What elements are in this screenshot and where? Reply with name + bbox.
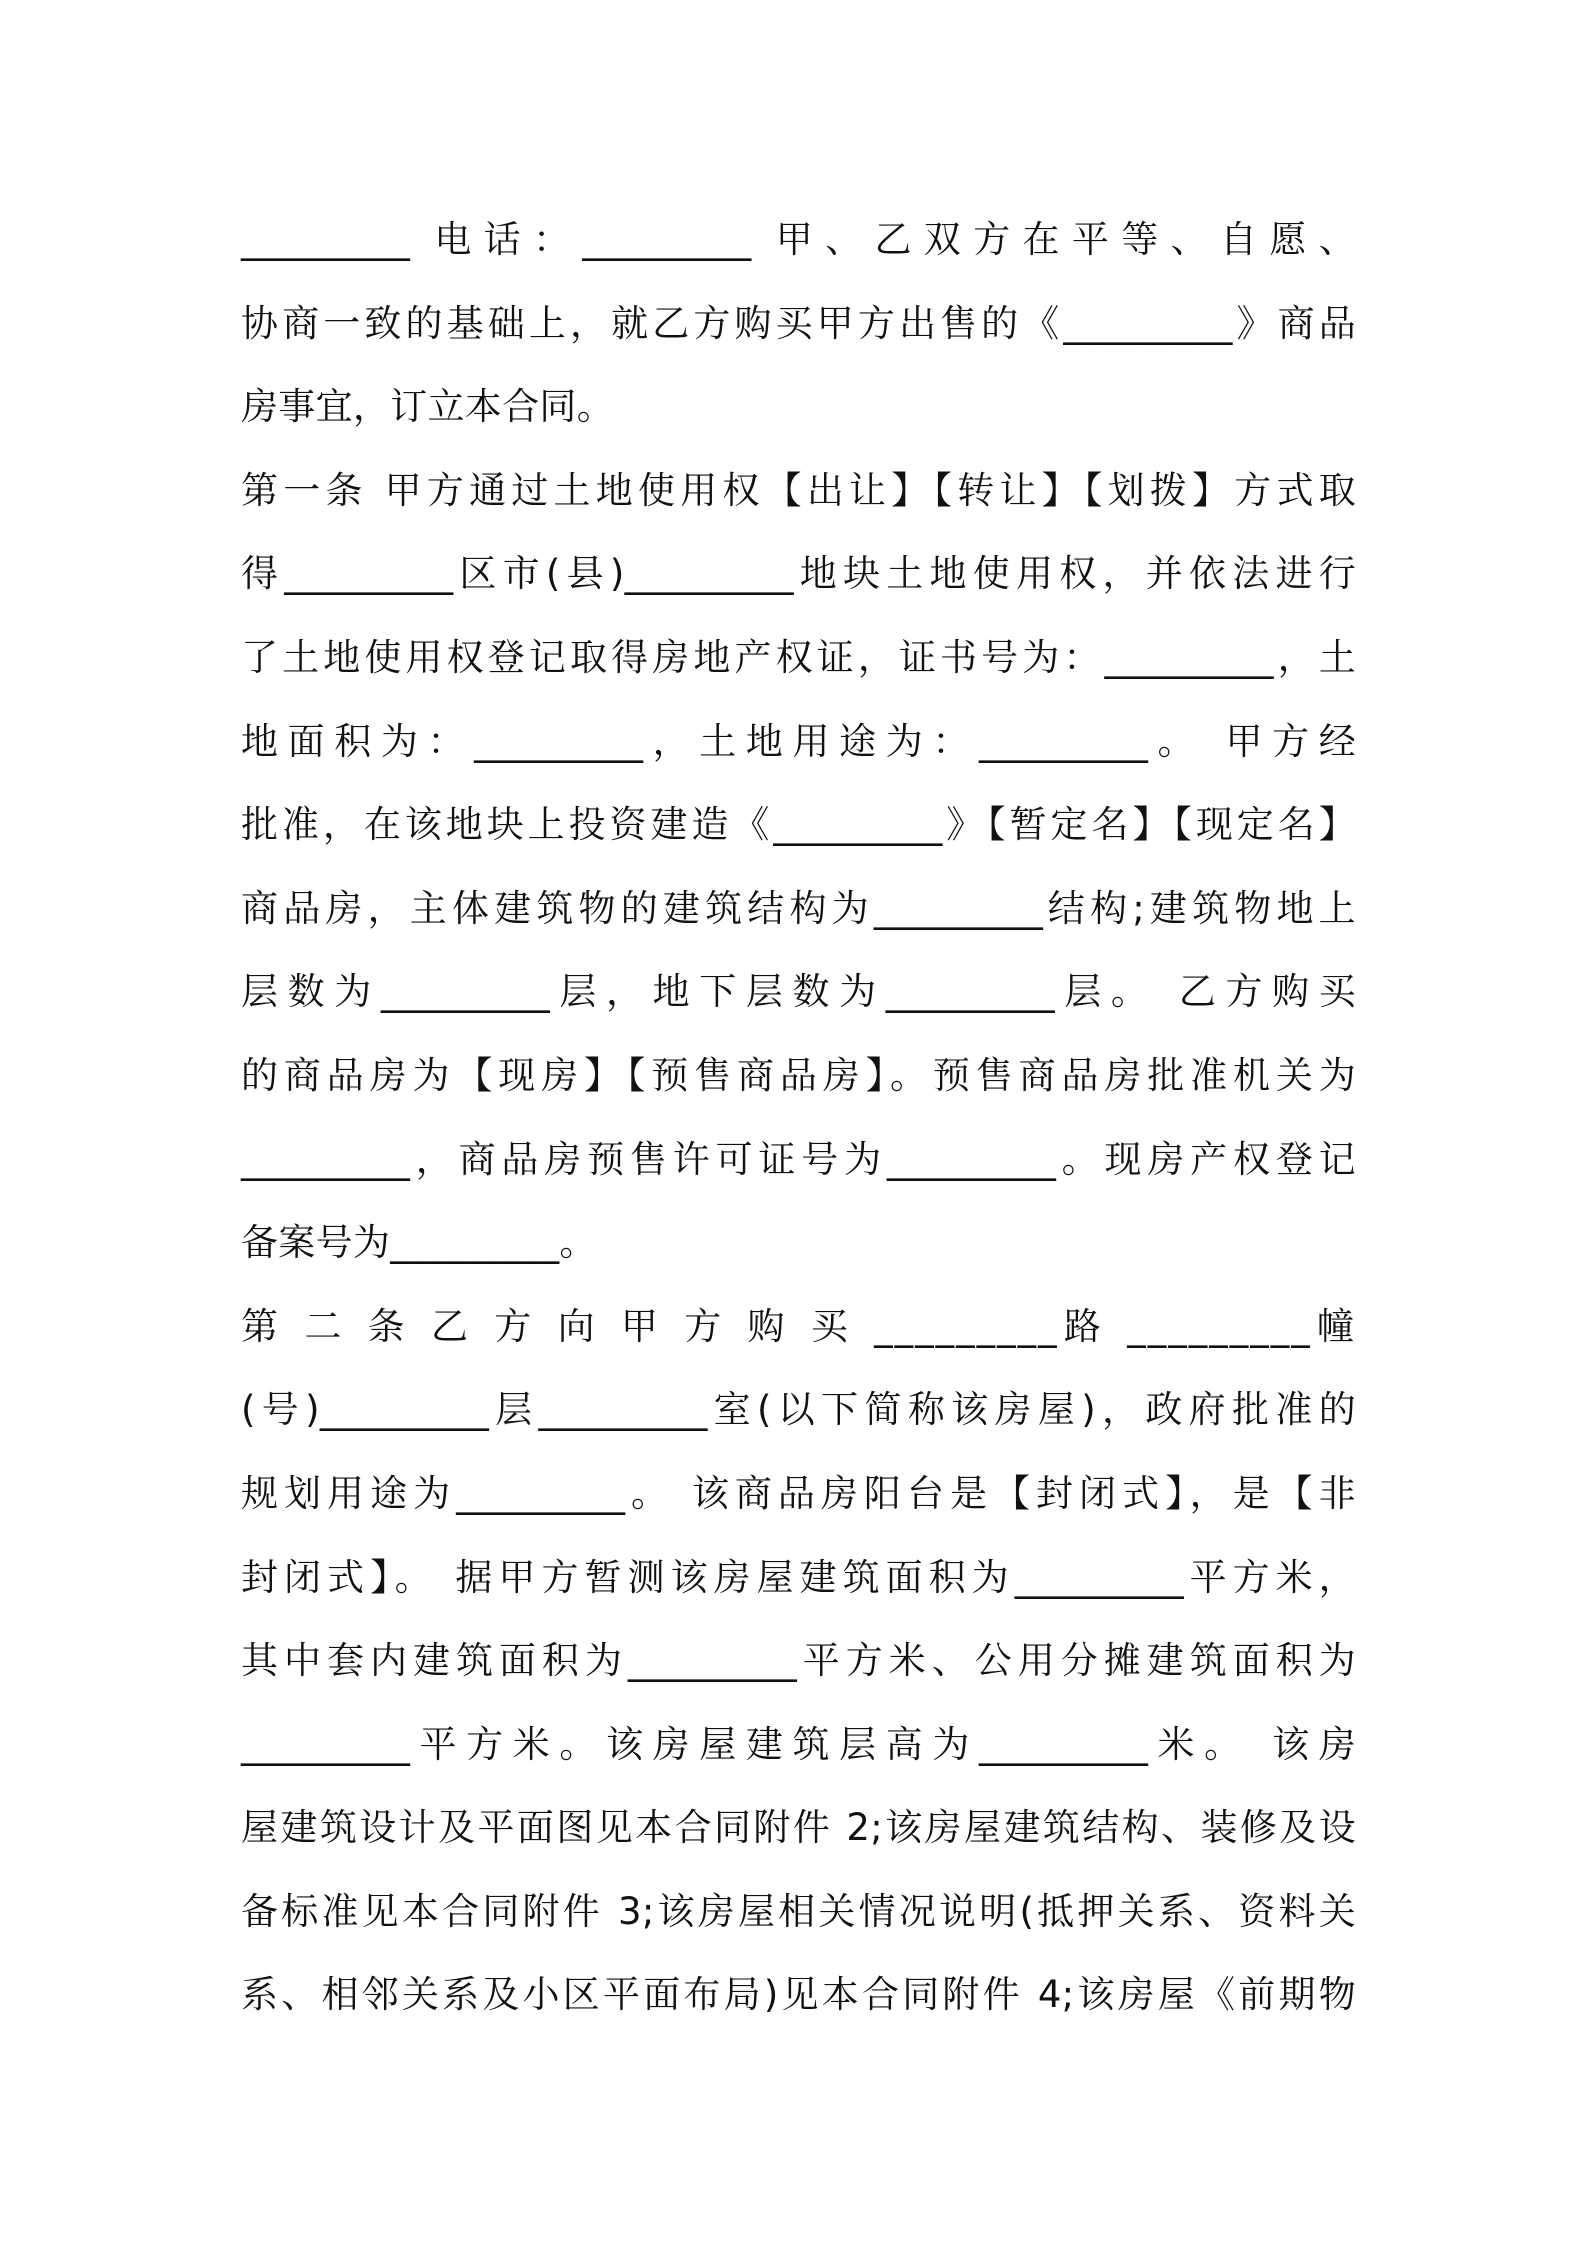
contract-line: 规划用途为_________。 该商品房阳台是【封闭式】，是【非 [241,1471,1356,1515]
contract-line: _________平方米。该房屋建筑层高为_________米。 该房 [241,1722,1356,1766]
contract-line: 层数为_________层，地下层数为_________层。 乙方购买 [241,970,1356,1014]
contract-line: _________ 电话：_________ 甲、乙双方在平等、自愿、 [241,218,1356,261]
contract-line: 第一条 甲方通过土地使用权【出让】【转让】【划拨】方式取 [241,468,1356,512]
contract-line: 备标准见本合同附件 3;该房屋相关情况说明(抵押关系、资料关 [241,1889,1356,1933]
contract-line: 封闭式】。 据甲方暂测该房屋建筑面积为_________平方米， [241,1555,1356,1599]
contract-line: 的商品房为【现房】【预售商品房】。预售商品房批准机关为 [241,1053,1356,1097]
contract-line: 商品房，主体建筑物的建筑结构为_________结构;建筑物地上 [241,886,1356,930]
contract-line: 备案号为_________。 [241,1221,597,1265]
contract-line: 得_________区市(县)_________地块土地使用权，并依法进行 [241,552,1356,596]
contract-line: 第 二 条 乙 方 向 甲 方 购 买 _________路 _________幢 [241,1304,1356,1348]
contract-line: (号)_________层_________室(以下简称该房屋)，政府批准的 [241,1388,1356,1432]
contract-line: 其中套内建筑面积为_________平方米、公用分摊建筑面积为 [241,1639,1356,1683]
contract-line: 批准，在该地块上投资建造《_________》【暂定名】【现定名】 [241,803,1356,847]
contract-line: 协商一致的基础上，就乙方购买甲方出售的《_________》商品 [241,301,1356,345]
contract-line: 房事宜，订立本合同。 [241,385,614,429]
contract-line: 了土地使用权登记取得房地产权证，证书号为：_________，土 [241,635,1356,679]
contract-line: _________，商品房预售许可证号为_________。现房产权登记 [241,1137,1356,1181]
contract-body [241,198,1356,2037]
contract-line: 屋建筑设计及平面图见本合同附件 2;该房屋建筑结构、装修及设 [241,1806,1356,1850]
contract-line: 系、相邻关系及小区平面布局)见本合同附件 4;该房屋《前期物 [241,1973,1356,2017]
contract-line: 地面积为：_________，土地用途为：_________。 甲方经 [241,719,1356,763]
